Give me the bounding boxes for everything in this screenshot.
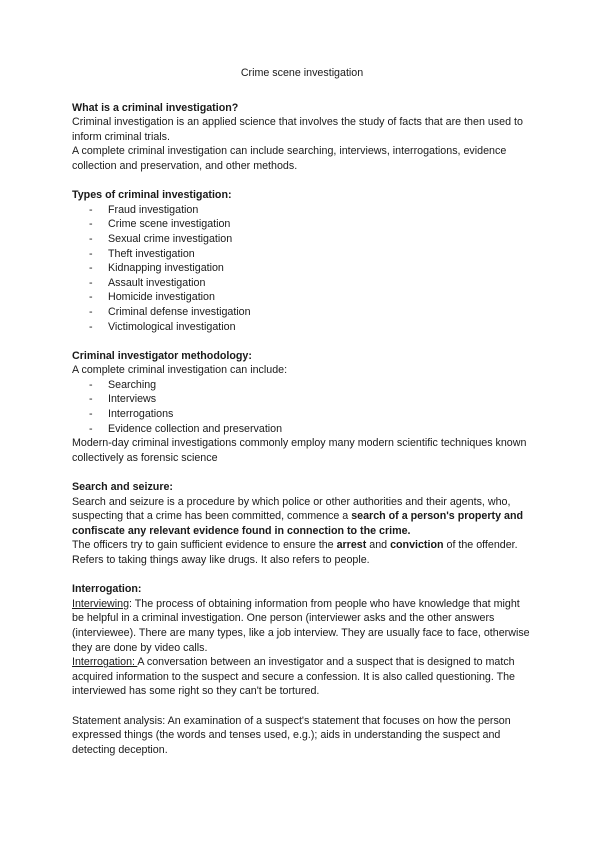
list-item: - Interrogations	[89, 407, 532, 422]
section-what-is	[72, 101, 532, 174]
text-run: of the offender.	[443, 539, 518, 552]
section-methodology	[72, 349, 532, 466]
list-item: - Kidnapping investigation	[89, 261, 532, 276]
list-item: - Searching	[89, 378, 532, 393]
document-page	[72, 66, 532, 757]
section-heading: Search and seizure:	[72, 481, 173, 494]
paragraph	[72, 495, 532, 539]
list-item: - Homicide investigation	[89, 290, 532, 305]
types-list	[72, 203, 532, 334]
list-item: - Theft investigation	[89, 247, 532, 262]
section-interrogation	[72, 582, 532, 757]
paragraph	[72, 538, 532, 553]
paragraph: Criminal investigation is an applied science that involves the study of facts that are then used to inform criminal trials.	[72, 116, 523, 143]
paragraph: A complete criminal investigation can include searching, interviews, interrogations, evidence collection and preservation, and other methods.	[72, 145, 507, 172]
bold-text: arrest	[336, 539, 367, 552]
list-item: - Criminal defense investigation	[89, 305, 532, 320]
text-run: : The process of obtaining information from people who have knowledge that might be helpful in a criminal investigation. One person (interviewer asks and the other answers (interviewee). There are many types, like a job interview. They are usually face to face, otherwise they are done by video calls.	[72, 597, 530, 654]
methodology-list	[72, 378, 532, 436]
section-heading: What is a criminal investigation?	[72, 101, 239, 114]
list-item: - Crime scene investigation	[89, 217, 532, 232]
text-run: The officers try to gain sufficient evidence to ensure the	[72, 539, 337, 552]
bold-text: conviction	[390, 539, 444, 552]
text-run: A conversation between an investigator and a suspect that is designed to match acquired information to the suspect and secure a confession. It is also called questioning. The interviewed has some right so they can't be tortured.	[72, 656, 516, 698]
paragraph: Refers to taking things away like drugs. It also refers to people.	[72, 554, 370, 566]
list-item: - Assault investigation	[89, 276, 532, 291]
paragraph: Statement analysis: An examination of a suspect's statement that focuses on how the person expressed things (the words and tenses used, e.g.); aids in understanding the suspect and detecting deception.	[72, 714, 511, 756]
section-heading: Types of criminal investigation:	[72, 189, 232, 202]
section-heading: Interrogation:	[72, 583, 142, 596]
list-item: - Interviews	[89, 392, 532, 407]
underlined-term: Interviewing	[72, 597, 130, 610]
text-run: Search and seizure is a procedure by which police or other authorities and their agents, who, suspecting that a crime has been committed, commence a	[72, 495, 511, 523]
list-item: - Victimological investigation	[89, 320, 532, 335]
paragraph: A complete criminal investigation can include:	[72, 364, 288, 377]
paragraph	[72, 597, 532, 655]
text-run: and	[366, 539, 391, 552]
section-heading: Criminal investigator methodology:	[72, 349, 252, 362]
document-title: Crime scene investigation	[240, 67, 364, 79]
underlined-term: Interrogation:	[72, 656, 138, 669]
list-item: - Evidence collection and preservation	[89, 422, 532, 437]
section-search-seizure	[72, 480, 532, 568]
paragraph	[72, 655, 532, 699]
list-item: - Sexual crime investigation	[89, 232, 532, 247]
section-types	[72, 188, 532, 334]
paragraph: Modern-day criminal investigations commonly employ many modern scientific techniques known collectively as forensic science	[72, 437, 527, 464]
list-item: - Fraud investigation	[89, 203, 532, 218]
bold-text: search of a person's property and confiscate any relevant evidence found in connection to the crime.	[72, 510, 524, 537]
